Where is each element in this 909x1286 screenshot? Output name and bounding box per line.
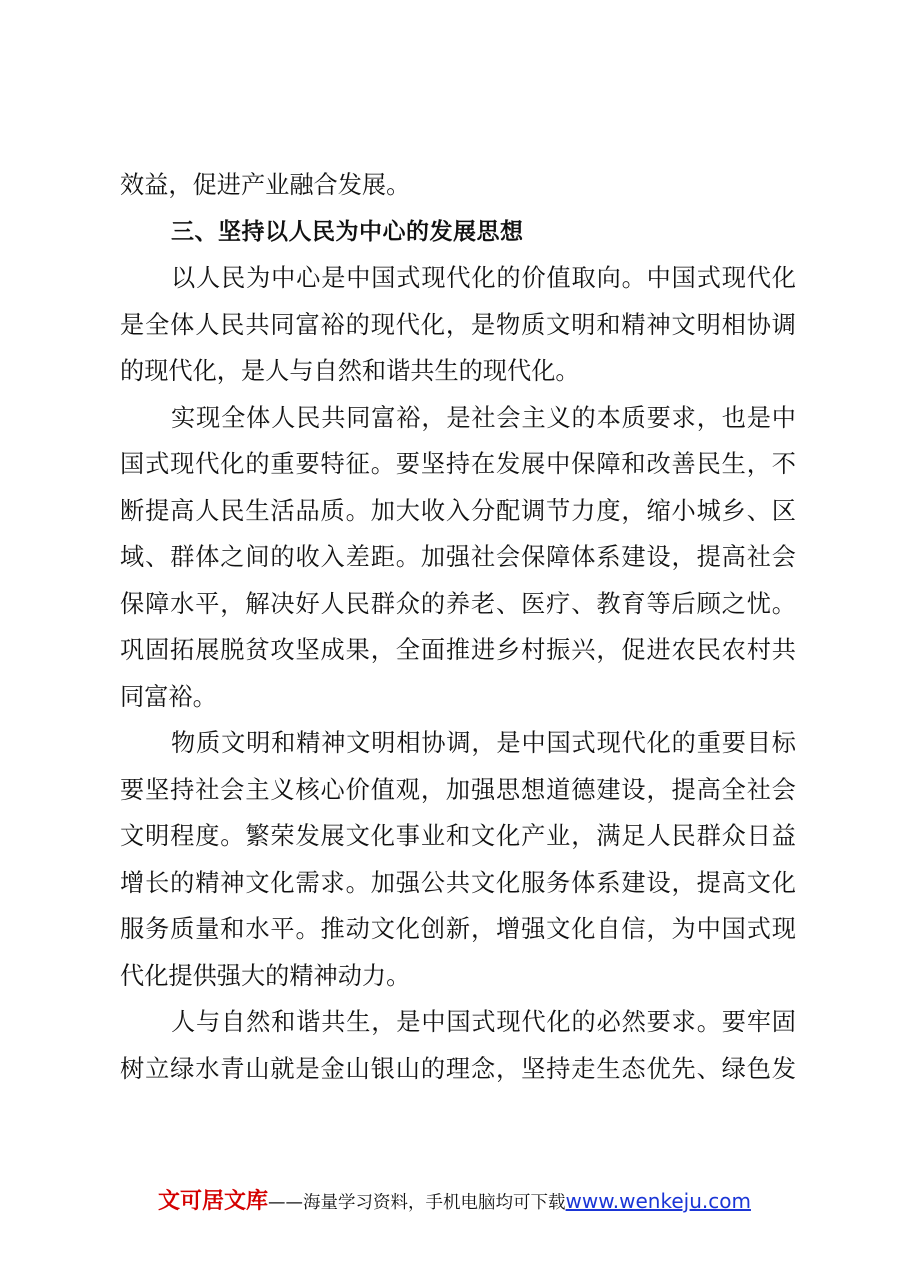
paragraph-line: 文明程度。繁荣发展文化事业和文化产业，满足人民群众日益 [120,822,796,850]
paragraph-line: 树立绿水青山就是金山银山的理念，坚持走生态优先、绿色发 [120,1054,796,1083]
paragraph-line: 增长的精神文化需求。加强公共文化服务体系建设，提高文化 [120,868,796,897]
paragraph-line: 的现代化，是人与自然和谐共生的现代化。 [120,357,580,385]
paragraph-line: 效益，促进产业融合发展。 [120,171,411,199]
paragraph-line: 域、群体之间的收入差距。加强社会保障体系建设，提高社会 [120,543,796,571]
paragraph-line: 是全体人民共同富裕的现代化，是物质文明和精神文明相协调 [120,310,796,339]
paragraph-line: 保障水平，解决好人民群众的养老、医疗、教育等后顾之忧。 [120,589,796,618]
paragraph-line: 人与自然和谐共生，是中国式现代化的必然要求。要牢固 [171,1008,796,1036]
paragraph-line: 同富裕。 [120,682,217,711]
paragraph-line: 以人民为中心是中国式现代化的价值取向。中国式现代化 [171,264,796,292]
paragraph-line: 国式现代化的重要特征。要坚持在发展中保障和改善民生，不 [120,450,796,478]
brand-name: 文可居文库 [158,1189,269,1214]
paragraph-line: 代化提供强大的精神动力。 [120,961,411,990]
paragraph-line: 物质文明和精神文明相协调，是中国式现代化的重要目标 [171,729,796,757]
footer-slogan: ——海量学习资料，手机电脑均可下载 [268,1193,566,1213]
section-heading: 三、坚持以人民为中心的发展思想 [171,218,524,245]
paragraph-line: 巩固拓展脱贫攻坚成果，全面推进乡村振兴，促进农民农村共 [120,636,796,664]
footer-banner [0,1184,909,1215]
paragraph-line: 要坚持社会主义核心价值观，加强思想道德建设，提高全社会 [120,775,796,804]
paragraph-line: 服务质量和水平。推动文化创新，增强文化自信，为中国式现 [120,915,796,943]
website-link[interactable]: www.wenkeju.com [565,1189,751,1213]
document-body [120,162,796,1092]
paragraph-line: 断提高人民生活品质。加大收入分配调节力度，缩小城乡、区 [120,496,796,525]
paragraph-line: 实现全体人民共同富裕，是社会主义的本质要求，也是中 [171,403,796,432]
